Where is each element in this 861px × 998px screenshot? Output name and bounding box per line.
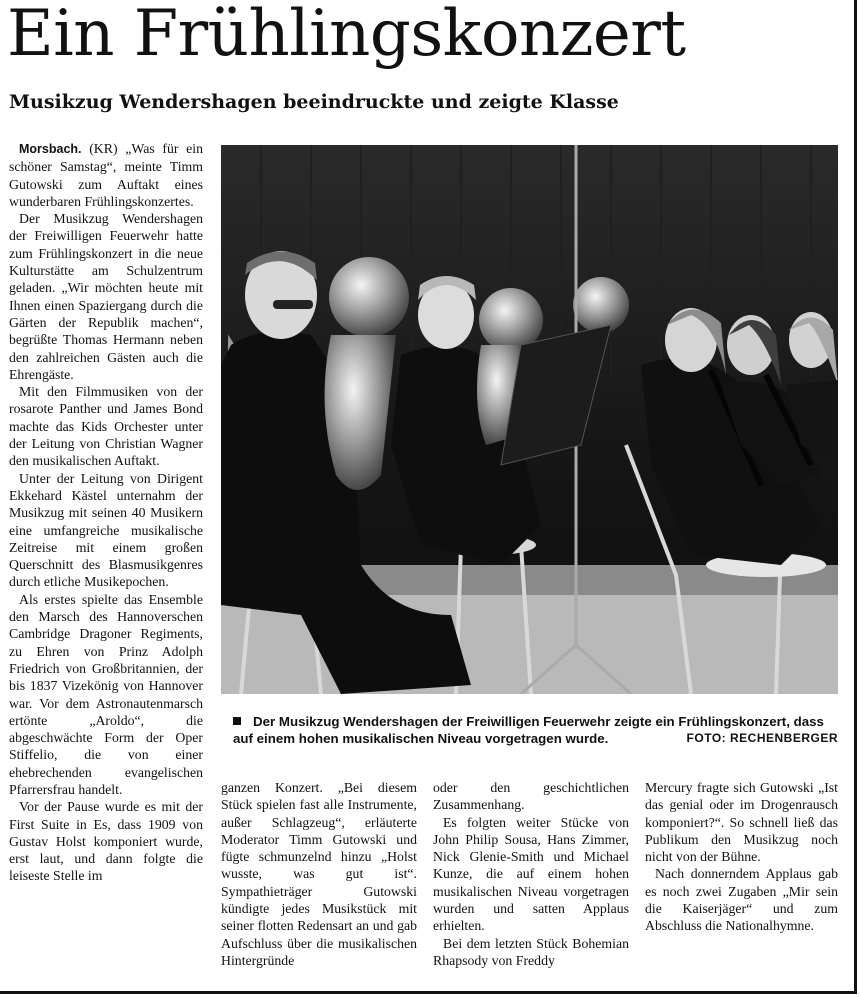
paragraph: Es folgten weiter Stücke von John Philip Sousa, Hans Zimmer, Nick Glenie-Smith und Michael Kunze, die auf einem hohen musikalischen Niveau vorgetragen wurden und satten Applaus erhielten. xyxy=(433,814,629,934)
article-column-3 xyxy=(433,779,629,969)
caption-bullet xyxy=(233,717,241,725)
paragraph: Vor der Pause wurde es mit der First Suite in Es, dass 1909 von Gustav Holst komponiert wurde, erst laut, und dann folgte die leiseste Stelle im xyxy=(9,799,203,884)
paragraph: Mit den Filmmusiken von der rosarote Panther und James Bond machte das Kids Orchester unter der Leitung von Christian Wagner den musikalischen Auftakt. xyxy=(9,384,203,469)
dateline: Morsbach. xyxy=(19,142,82,156)
photo-credit: FOTO: RECHENBERGER xyxy=(686,731,838,745)
paragraph: Bei dem letzten Stück Bohemian Rhapsody von Freddy xyxy=(433,935,629,968)
paragraph: Morsbach. (KR) „Was für ein schöner Samstag“, meinte Timm Gutowski zum Auftakt eines wunderbaren Frühlingskonzertes. xyxy=(9,141,203,209)
article-column-2 xyxy=(221,779,417,969)
article-column-4 xyxy=(645,779,838,935)
concert-photo xyxy=(221,145,838,694)
subheadline: Musikzug Wendershagen beeindruckte und zeigte Klasse xyxy=(9,91,619,113)
article-column-1 xyxy=(9,140,203,885)
paragraph: ganzen Konzert. „Bei diesem Stück spielen fast alle Instrumente, außer Schlagzeug“, erläuterte Moderator Timm Gutowski und fügte schmunzelnd hinzu „Holst wusste, was gut ist“. Sympathieträger Gutowski kündigte jedes Musikstück mit seiner flotten Redensart an und gab Aufschluss über die musikalischen Hintergründe xyxy=(221,780,417,968)
paragraph: Unter der Leitung von Dirigent Ekkehard Kästel unternahm der Musikzug mit seinen 40 Musikern eine umfangreiche musikalische Zeitreise mit einem großen Querschnitt des Blasmusikgenres durch etliche Musikepochen. xyxy=(9,470,203,590)
paragraph: Nach donnerndem Applaus gab es noch zwei Zugaben „Mir sein die Kaiserjäger“ und zum Abschluss die Nationalhymne. xyxy=(645,866,838,934)
headline: Ein Frühlingskonzert xyxy=(7,0,686,71)
paragraph: Der Musikzug Wendershagen der Freiwilligen Feuerwehr hatte zum Frühlingskonzert in die neue Kulturstätte am Schulzentrum geladen. „Wir möchten heute mit Ihnen einen Spaziergang durch die Gärten der Republik machen“, begrüßte Thomas Hermann neben den zahlreichen Gästen auch die Ehrengäste. xyxy=(9,211,203,382)
band-photo-illustration xyxy=(221,145,838,694)
paragraph: Mercury fragte sich Gutowski „Ist das genial oder im Drogenrausch komponiert?“. So schnell ließ das Publikum den Musikzug noch nicht von der Bühne. xyxy=(645,780,838,865)
paragraph: oder den geschichtlichen Zusammenhang. xyxy=(433,780,629,813)
paragraph: Als erstes spielte das Ensemble den Marsch des Hannoverschen Cambridge Dragoner Regiments, zu Ehren von Prinz Adolph Friedrich von Großbritannien, der bis 1837 Vizekönig von Hannover war. Vor dem Astronautenmarsch ertönte „Aroldo“, die abgeschwächte Form der Oper Stiffelio, die von einer ehebrechenden evangelischen Pfarrersfrau handelt. xyxy=(9,591,203,797)
photo-caption: Der Musikzug Wendershagen der Freiwilligen Feuerwehr zeigte ein Frühlingskonzert, dass auf einem hohen musikalischen Niveau vorgetragen wurde. xyxy=(233,714,824,746)
